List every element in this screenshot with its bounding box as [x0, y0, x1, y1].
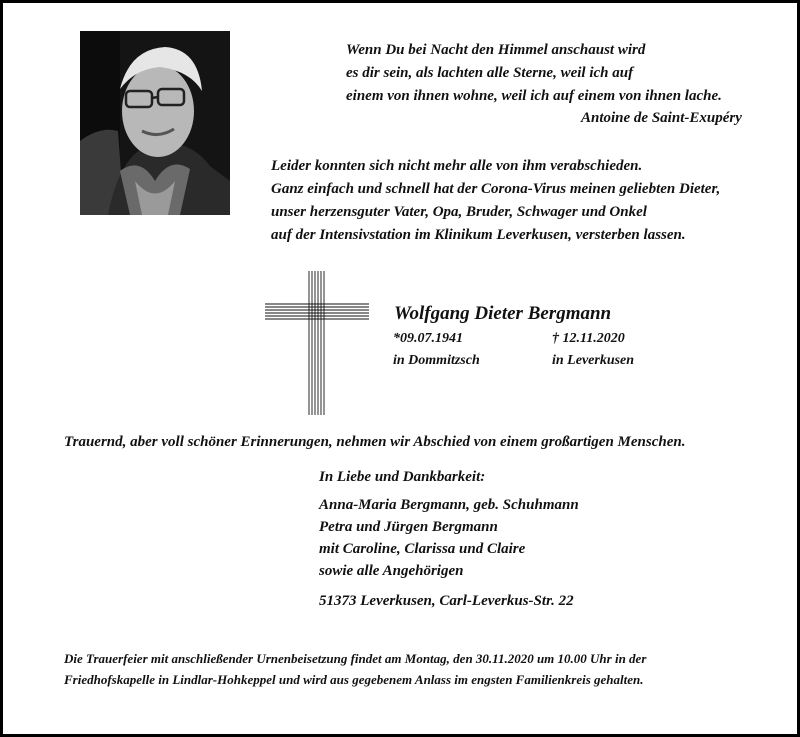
cross-icon — [265, 271, 369, 415]
poem-line-1: Wenn Du bei Nacht den Himmel anschaust wird — [346, 42, 646, 58]
intro-line-3: unser herzensguter Vater, Opa, Bruder, Schwager und Onkel — [271, 204, 647, 220]
deceased-name: Wolfgang Dieter Bergmann — [394, 303, 612, 324]
poem-author: Antoine de Saint-Exupéry — [581, 110, 742, 126]
intro-line-2: Ganz einfach und schnell hat der Corona-Virus meinen geliebten Dieter, — [271, 181, 721, 197]
intro-line-1: Leider konnten sich nicht mehr alle von ihm verabschieden. — [271, 158, 643, 174]
birth-date: *09.07.1941 — [393, 331, 463, 346]
intro-line-4: auf der Intensivstation im Klinikum Leverkusen, versterben lassen. — [271, 227, 686, 243]
portrait-photo — [80, 31, 230, 215]
mourner-line-4: sowie alle Angehörigen — [319, 563, 464, 579]
mourner-line-2: Petra und Jürgen Bergmann — [319, 519, 498, 535]
portrait-image — [80, 31, 230, 215]
mourner-line-1: Anna-Maria Bergmann, geb. Schuhmann — [319, 497, 579, 513]
death-date: † 12.11.2020 — [552, 331, 625, 346]
ceremony-line-2: Friedhofskapelle in Lindlar-Hohkeppel und wird aus gegebenem Anlass im engsten Familienkreis gehalten. — [64, 672, 644, 687]
farewell-text: Trauernd, aber voll schöner Erinnerungen, nehmen wir Abschied von einem großartigen Menschen. — [64, 434, 686, 450]
poem-line-2: es dir sein, als lachten alle Sterne, weil ich auf — [346, 65, 634, 81]
birth-place: in Dommitzsch — [393, 353, 480, 368]
mourners-heading: In Liebe und Dankbarkeit: — [319, 469, 486, 485]
death-place: in Leverkusen — [552, 353, 635, 368]
poem-line-3: einem von ihnen wohne, weil ich auf einem von ihnen lache. — [346, 88, 722, 104]
ceremony-line-1: Die Trauerfeier mit anschließender Urnenbeisetzung findet am Montag, den 30.11.2020 um 10.00 Uhr in der — [64, 651, 647, 666]
mourners-address: 51373 Leverkusen, Carl-Leverkus-Str. 22 — [319, 593, 574, 609]
mourner-line-3: mit Caroline, Clarissa und Claire — [319, 541, 526, 557]
